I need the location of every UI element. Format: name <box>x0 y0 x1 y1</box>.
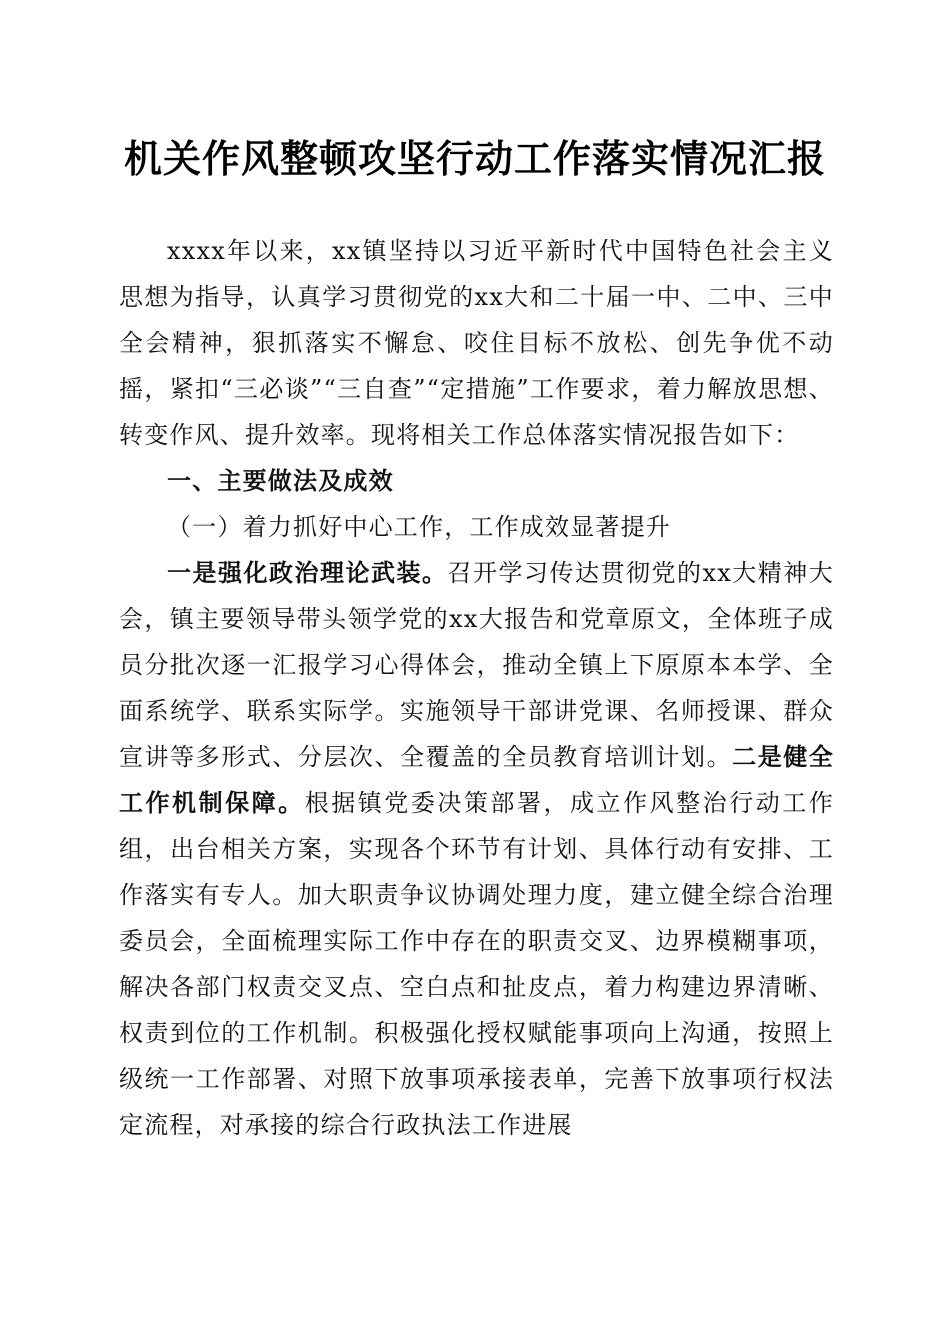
paragraph-1 <box>119 550 834 1148</box>
section-heading: 一、主要做法及成效 <box>167 467 394 495</box>
paragraph-1-body: 召开学习传达贯彻党的xx大精神大会，镇主要领导带头领学党的xx大报告和党章原文，全体班子成员分批次逐一汇报学习心得体会，推动全镇上下原原本本学、全面系统学、联系实际学。实施领导干部讲党课、名师授课、群众宣讲等多形式、分层次、全覆盖的全员教育培训计划。 <box>119 559 834 771</box>
paragraph-1-lead: 一是强化政治理论武装。 <box>167 558 448 587</box>
intro-paragraph: xxxx年以来，xx镇坚持以习近平新时代中国特色社会主义思想为指导，认真学习贯彻党的xx大和二十届一中、二中、三中全会精神，狠抓落实不懈怠、咬住目标不放松、创先争优不动摇，紧扣“三必谈”“三自查”“定措施”工作要求，着力解放思想、转变作风、提升效率。现将相关工作总体落实情况报告如下： <box>119 237 834 449</box>
paragraph-2-body: 根据镇党委决策部署，成立作风整治行动工作组，出台相关方案，实现各个环节有计划、具体行动有安排、工作落实有专人。加大职责争议协调处理力度，建立健全综合治理委员会，全面梳理实际工作中存在的职责交叉、边界模糊事项，解决各部门权责交叉点、空白点和扯皮点，着力构建边界清晰、权责到位的工作机制。积极强化授权赋能事项向上沟通，按照上级统一工作部署、对照下放事项承接表单，完善下放事项行权法定流程，对承接的综合行政执法工作进展 <box>119 789 834 1139</box>
subsection-heading: （一）着力抓好中心工作，工作成效显著提升 <box>167 513 671 541</box>
paragraph-2-lead: 二是健全工作机制保障。 <box>119 742 834 817</box>
document-title: 机关作风整顿攻坚行动工作落实情况汇报 <box>123 136 826 181</box>
document-body <box>119 228 834 1148</box>
